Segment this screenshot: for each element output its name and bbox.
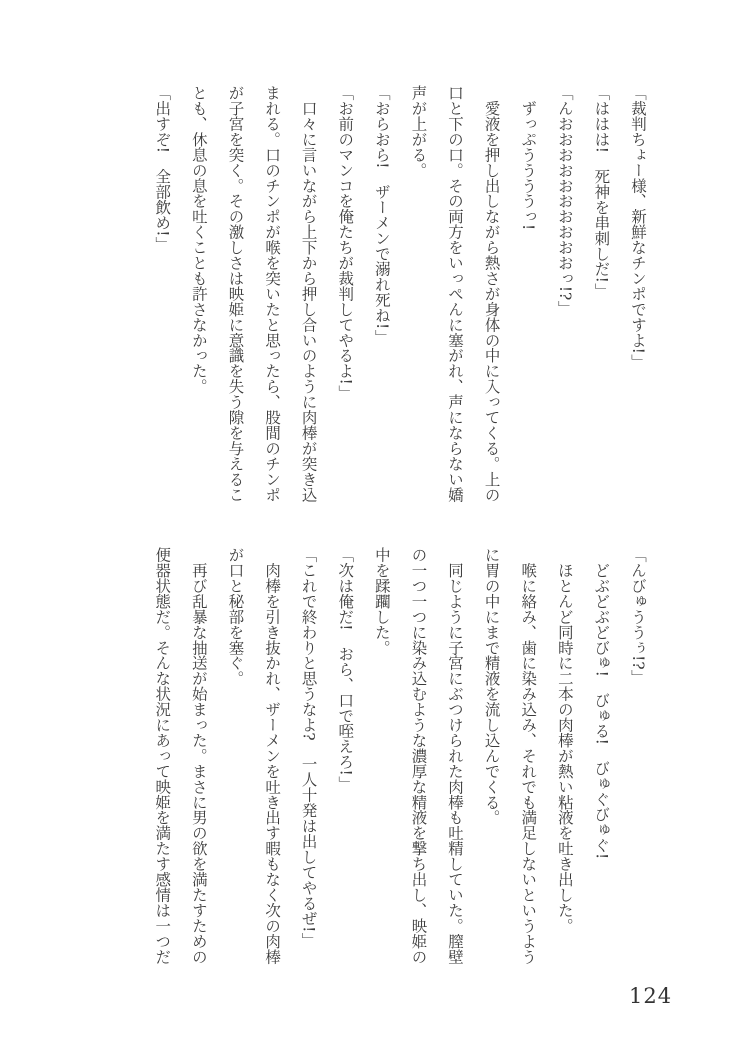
paragraph: 「んびゅううぅ!?」 <box>629 547 647 686</box>
paragraph: 同じように子宮にぶつけられた肉棒も吐精していた。膣壁の一つ一つに染み込むような濃厚な精液を撃ち出し、映姫の中を蹂躙した。 <box>372 547 465 965</box>
paragraph: 喉に絡み、歯に染み込み、それでも満足しないというように胃の中にまで精液を流し込んでくる。 <box>482 547 538 965</box>
paragraph: 「お前のマンコを俺たちが裁判してやるよ!」 <box>336 85 355 401</box>
paragraph: 愛液を押し出しながら熱さが身体の中に入ってくる。上の口と下の口。その両方をいっぺんに塞がれ、声にならない嬌声が上がる。 <box>409 85 501 503</box>
paragraph: 「んおおおおおおおおおおっ!?」 <box>555 85 574 316</box>
paragraph: ほとんど同時に二本の肉棒が熱い粘液を吐き出した。 <box>555 547 574 934</box>
paragraph: 肉棒を引き抜かれ、ザーメンを吐き出す暇もなく次の肉棒が口と秘部を塞ぐ。 <box>226 547 282 965</box>
paragraph: 「次は俺だ! おら、口で咥えろ!」 <box>336 547 355 792</box>
text-block-bottom <box>144 547 656 967</box>
paragraph: 再び乱暴な抽送が始まった。まさに男の欲を満たすための便器状態だ。そんな状況にあって映姫を満たす感情は一つだ <box>153 547 208 965</box>
paragraph: 「出すぞ! 全部飲め!」 <box>153 85 172 252</box>
paragraph: 「ははは! 死神を串刺しだ!」 <box>592 85 611 299</box>
paragraph: 「おらおら! ザーメンで溺れ死ね!」 <box>372 85 391 345</box>
paragraph: ずっぷううううっ! <box>519 85 538 231</box>
paragraph: 「裁判ちょー様、新鮮なチンポですよ!」 <box>629 85 647 370</box>
paragraph: 口々に言いながら上下から押し合いのように肉棒が突き込まれる。口のチンポが喉を突いたと思ったら、股間のチンポが子宮を突く。その激しさは映姫に意識を失う隙を与えることも、休息の息を吐くことも許さなかった。 <box>189 85 318 503</box>
paragraph: どぶどぶどびゅ! びゅる! びゅぐびゅぐ! <box>592 547 611 860</box>
paragraph: 「これで終わりと思うなよ? 一人十発は出してやるぜ!」 <box>299 547 318 948</box>
text-block-top <box>144 85 656 505</box>
page-number: 124 <box>629 984 673 1008</box>
